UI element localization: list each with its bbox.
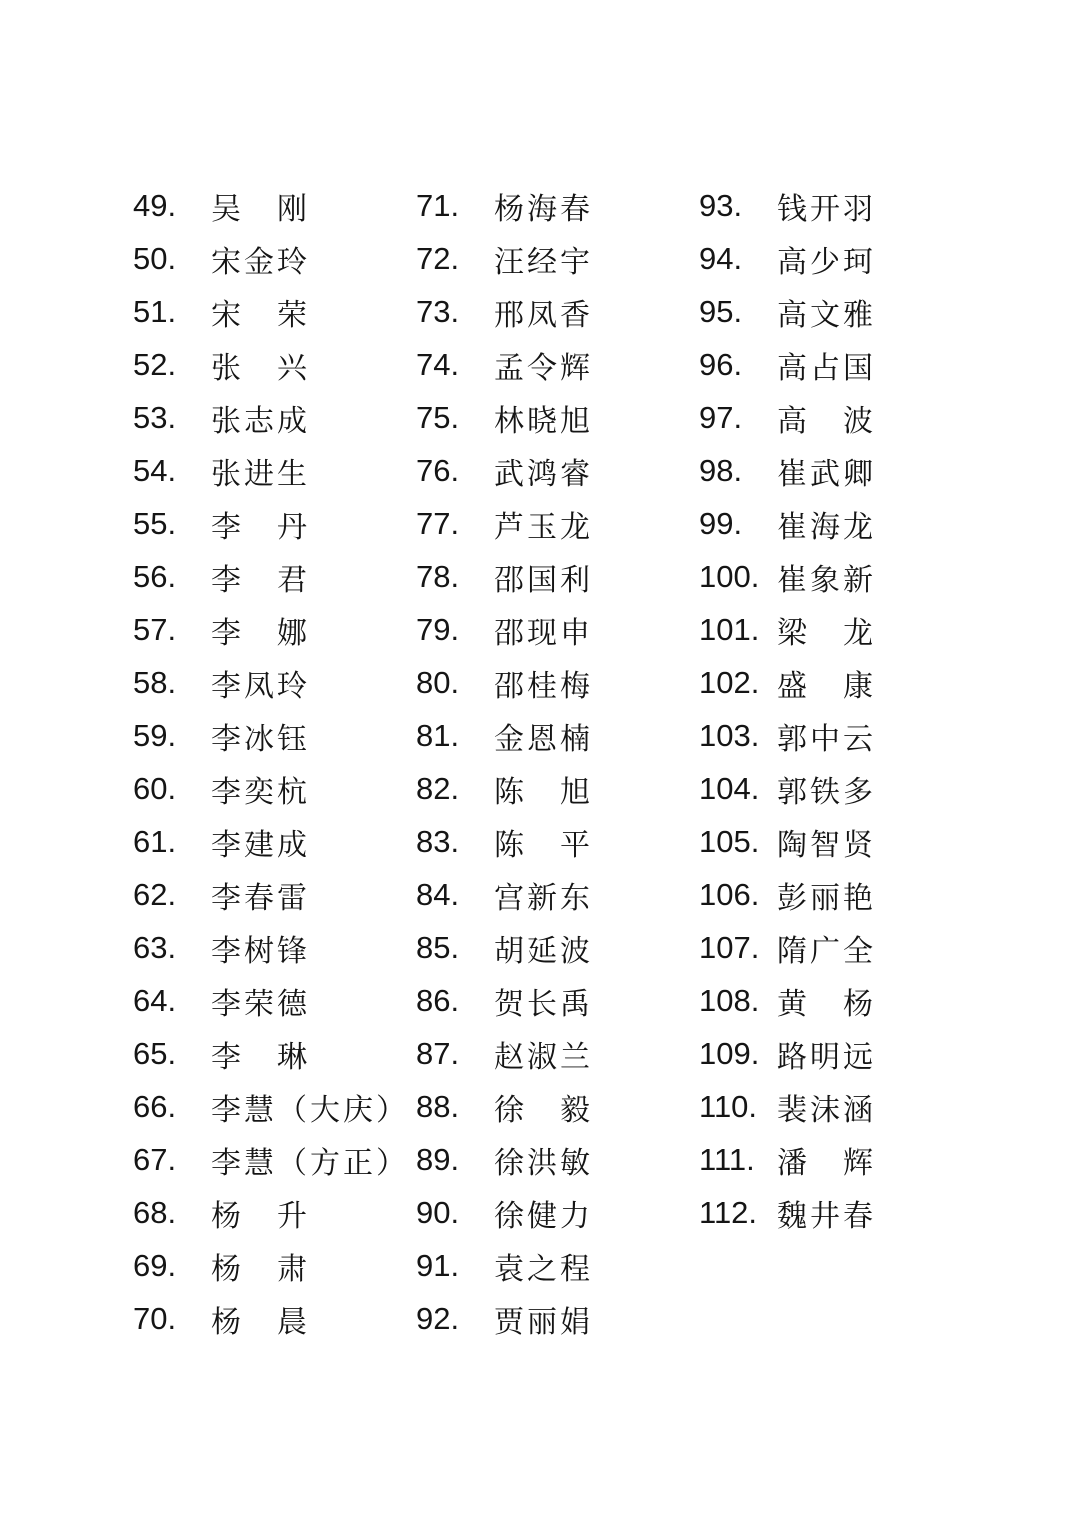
list-item: [133, 1133, 453, 1186]
entry-name: 李慧（大庆）: [211, 1092, 409, 1128]
list-item: [133, 656, 453, 709]
entry-name: 李冰钰: [211, 721, 310, 757]
entry-name: 高占国: [777, 350, 876, 386]
list-item: [416, 656, 736, 709]
list-item: [416, 815, 736, 868]
list-item: [699, 550, 1019, 603]
entry-number: 83.: [416, 823, 460, 859]
entry-name: 赵淑兰: [494, 1039, 593, 1075]
list-item: [699, 391, 1019, 444]
list-item: [133, 1080, 453, 1133]
entry-name: 金恩楠: [494, 721, 593, 757]
entry-number: 55.: [133, 505, 177, 541]
list-item: [416, 444, 736, 497]
list-item: [699, 232, 1019, 285]
entry-name: 陈 平: [494, 827, 593, 863]
entry-name: 邵现申: [494, 615, 593, 651]
list-item: [699, 603, 1019, 656]
entry-number: 63.: [133, 929, 177, 965]
name-list-column-3: [699, 179, 1019, 1239]
entry-name: 高少珂: [777, 244, 876, 280]
entry-number: 81.: [416, 717, 460, 753]
entry-number: 90.: [416, 1194, 460, 1230]
entry-name: 高文雅: [777, 297, 876, 333]
entry-number: 111.: [699, 1141, 755, 1177]
entry-number: 101.: [699, 611, 760, 647]
entry-number: 95.: [699, 293, 743, 329]
entry-name: 钱开羽: [777, 191, 876, 227]
entry-name: 李凤玲: [211, 668, 310, 704]
list-item: [416, 762, 736, 815]
list-item: [416, 868, 736, 921]
list-item: [416, 921, 736, 974]
list-item: [699, 1186, 1019, 1239]
entry-number: 102.: [699, 664, 760, 700]
list-item: [133, 603, 453, 656]
entry-number: 97.: [699, 399, 743, 435]
list-item: [699, 179, 1019, 232]
entry-number: 87.: [416, 1035, 460, 1071]
entry-number: 104.: [699, 770, 760, 806]
list-item: [699, 709, 1019, 762]
list-item: [416, 1292, 736, 1345]
entry-number: 56.: [133, 558, 177, 594]
entry-number: 93.: [699, 187, 743, 223]
entry-name: 李 琳: [211, 1039, 310, 1075]
entry-name: 吴 刚: [211, 191, 310, 227]
entry-name: 杨海春: [494, 191, 593, 227]
entry-number: 103.: [699, 717, 760, 753]
entry-number: 86.: [416, 982, 460, 1018]
entry-name: 杨 升: [211, 1198, 310, 1234]
list-item: [699, 656, 1019, 709]
entry-number: 94.: [699, 240, 743, 276]
entry-number: 74.: [416, 346, 460, 382]
list-item: [416, 232, 736, 285]
entry-number: 100.: [699, 558, 760, 594]
entry-name: 李 娜: [211, 615, 310, 651]
list-item: [416, 1186, 736, 1239]
entry-name: 汪经宇: [494, 244, 593, 280]
list-item: [133, 1027, 453, 1080]
list-item: [699, 1080, 1019, 1133]
entry-name: 魏井春: [777, 1198, 876, 1234]
list-item: [699, 1133, 1019, 1186]
entry-name: 宋金玲: [211, 244, 310, 280]
list-item: [416, 391, 736, 444]
entry-number: 112.: [699, 1194, 758, 1230]
entry-number: 58.: [133, 664, 177, 700]
entry-name: 彭丽艳: [777, 880, 876, 916]
entry-name: 李荣德: [211, 986, 310, 1022]
entry-name: 芦玉龙: [494, 509, 593, 545]
entry-name: 陈 旭: [494, 774, 593, 810]
entry-name: 崔象新: [777, 562, 876, 598]
entry-number: 106.: [699, 876, 760, 912]
list-item: [133, 497, 453, 550]
entry-number: 91.: [416, 1247, 460, 1283]
list-item: [133, 444, 453, 497]
list-item: [416, 1080, 736, 1133]
entry-number: 59.: [133, 717, 177, 753]
list-item: [133, 1239, 453, 1292]
list-item: [133, 391, 453, 444]
list-item: [416, 550, 736, 603]
list-item: [133, 709, 453, 762]
entry-number: 71.: [416, 187, 460, 223]
entry-number: 85.: [416, 929, 460, 965]
entry-name: 宫新东: [494, 880, 593, 916]
entry-name: 贾丽娟: [494, 1304, 593, 1340]
entry-number: 76.: [416, 452, 460, 488]
entry-name: 林晓旭: [494, 403, 593, 439]
list-item: [416, 285, 736, 338]
entry-name: 高 波: [777, 403, 876, 439]
entry-name: 徐 毅: [494, 1092, 593, 1128]
list-item: [416, 497, 736, 550]
list-item: [699, 815, 1019, 868]
list-item: [416, 709, 736, 762]
entry-name: 徐洪敏: [494, 1145, 593, 1181]
entry-number: 51.: [133, 293, 177, 329]
entry-name: 李 君: [211, 562, 310, 598]
list-item: [133, 285, 453, 338]
entry-number: 82.: [416, 770, 460, 806]
entry-number: 54.: [133, 452, 177, 488]
list-item: [133, 1292, 453, 1345]
list-item: [133, 868, 453, 921]
entry-name: 李树锋: [211, 933, 310, 969]
entry-number: 72.: [416, 240, 460, 276]
list-item: [699, 1027, 1019, 1080]
entry-number: 108.: [699, 982, 760, 1018]
entry-number: 73.: [416, 293, 460, 329]
entry-name: 胡延波: [494, 933, 593, 969]
entry-number: 84.: [416, 876, 460, 912]
entry-number: 78.: [416, 558, 460, 594]
list-item: [699, 921, 1019, 974]
entry-name: 潘 辉: [777, 1145, 876, 1181]
entry-name: 邢凤香: [494, 297, 593, 333]
entry-number: 109.: [699, 1035, 760, 1071]
entry-name: 崔海龙: [777, 509, 876, 545]
entry-name: 路明远: [777, 1039, 876, 1075]
list-item: [416, 338, 736, 391]
list-item: [416, 1133, 736, 1186]
entry-name: 盛 康: [777, 668, 876, 704]
list-item: [699, 444, 1019, 497]
name-list-column-2: [416, 179, 736, 1345]
entry-number: 62.: [133, 876, 177, 912]
list-item: [699, 974, 1019, 1027]
list-item: [416, 974, 736, 1027]
entry-number: 88.: [416, 1088, 460, 1124]
entry-name: 张 兴: [211, 350, 310, 386]
list-item: [133, 179, 453, 232]
name-list-column-1: [133, 179, 453, 1345]
list-item: [699, 868, 1019, 921]
entry-number: 70.: [133, 1300, 177, 1336]
entry-number: 75.: [416, 399, 460, 435]
entry-number: 107.: [699, 929, 760, 965]
list-item: [133, 232, 453, 285]
entry-number: 60.: [133, 770, 177, 806]
entry-name: 黄 杨: [777, 986, 876, 1022]
list-item: [416, 1027, 736, 1080]
entry-number: 52.: [133, 346, 177, 382]
entry-name: 宋 荣: [211, 297, 310, 333]
entry-name: 孟令辉: [494, 350, 593, 386]
entry-number: 64.: [133, 982, 177, 1018]
entry-name: 梁 龙: [777, 615, 876, 651]
entry-number: 69.: [133, 1247, 177, 1283]
entry-name: 郭中云: [777, 721, 876, 757]
entry-name: 张志成: [211, 403, 310, 439]
list-item: [699, 762, 1019, 815]
entry-name: 杨 晨: [211, 1304, 310, 1340]
list-item: [699, 285, 1019, 338]
entry-number: 92.: [416, 1300, 460, 1336]
entry-name: 李 丹: [211, 509, 310, 545]
entry-name: 李慧（方正）: [211, 1145, 409, 1181]
entry-name: 徐健力: [494, 1198, 593, 1234]
entry-number: 105.: [699, 823, 760, 859]
entry-name: 李奕杭: [211, 774, 310, 810]
list-item: [416, 1239, 736, 1292]
entry-number: 65.: [133, 1035, 177, 1071]
entry-number: 53.: [133, 399, 177, 435]
entry-name: 袁之程: [494, 1251, 593, 1287]
entry-number: 96.: [699, 346, 743, 382]
list-item: [699, 497, 1019, 550]
entry-number: 50.: [133, 240, 177, 276]
list-item: [133, 338, 453, 391]
list-item: [416, 179, 736, 232]
list-item: [416, 603, 736, 656]
entry-name: 邵国利: [494, 562, 593, 598]
entry-number: 66.: [133, 1088, 177, 1124]
list-item: [133, 1186, 453, 1239]
entry-name: 隋广全: [777, 933, 876, 969]
list-item: [133, 550, 453, 603]
list-item: [699, 338, 1019, 391]
list-item: [133, 974, 453, 1027]
entry-number: 79.: [416, 611, 460, 647]
entry-number: 67.: [133, 1141, 177, 1177]
entry-name: 李建成: [211, 827, 310, 863]
entry-number: 77.: [416, 505, 460, 541]
entry-number: 61.: [133, 823, 177, 859]
entry-name: 郭铁多: [777, 774, 876, 810]
entry-number: 57.: [133, 611, 177, 647]
entry-name: 裴沫涵: [777, 1092, 876, 1128]
entry-number: 80.: [416, 664, 460, 700]
entry-name: 张进生: [211, 456, 310, 492]
entry-name: 杨 肃: [211, 1251, 310, 1287]
list-item: [133, 815, 453, 868]
entry-number: 68.: [133, 1194, 177, 1230]
entry-name: 陶智贤: [777, 827, 876, 863]
entry-number: 89.: [416, 1141, 460, 1177]
entry-number: 98.: [699, 452, 743, 488]
entry-number: 99.: [699, 505, 743, 541]
entry-name: 李春雷: [211, 880, 310, 916]
entry-name: 崔武卿: [777, 456, 876, 492]
list-item: [133, 921, 453, 974]
entry-number: 110.: [699, 1088, 758, 1124]
entry-number: 49.: [133, 187, 177, 223]
entry-name: 武鸿睿: [494, 456, 593, 492]
entry-name: 贺长禹: [494, 986, 593, 1022]
entry-name: 邵桂梅: [494, 668, 593, 704]
list-item: [133, 762, 453, 815]
